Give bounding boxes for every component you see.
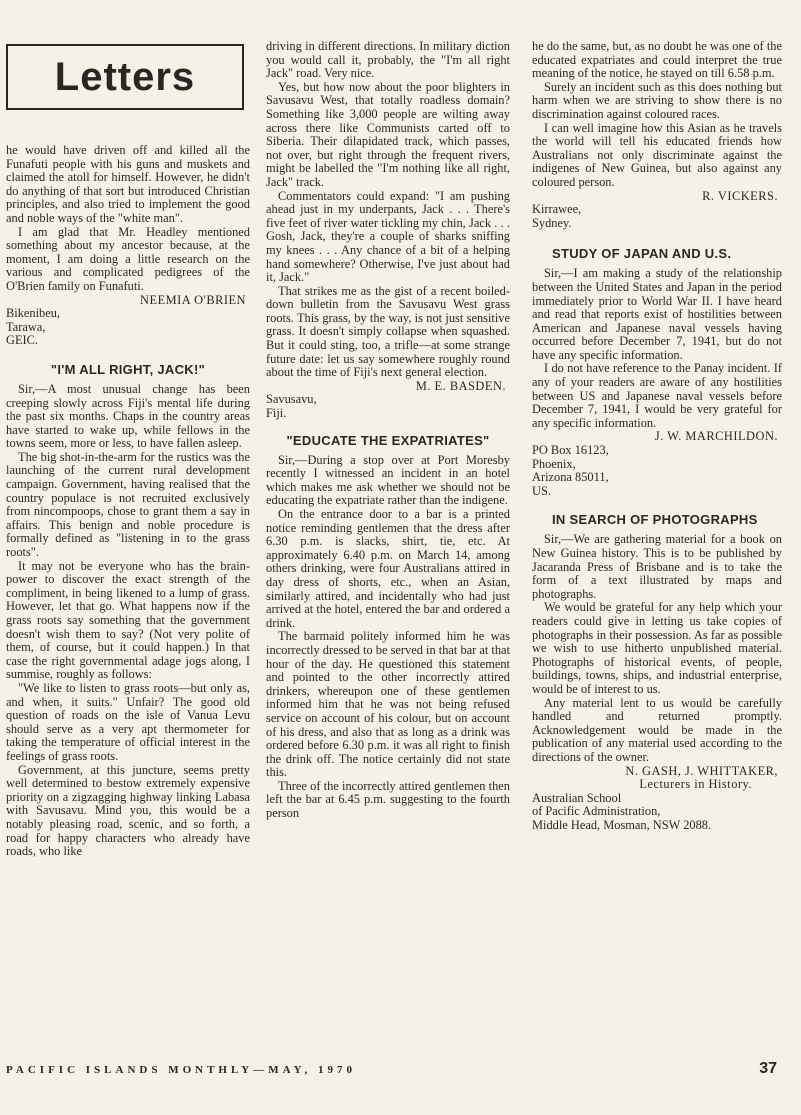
address-line: Arizona 85011, — [532, 470, 609, 485]
page-footer: PACIFIC ISLANDS MONTHLY—MAY, 1970 — [6, 1064, 356, 1076]
masthead-title: Letters — [54, 54, 196, 99]
letter-continuation: he would have driven off and killed all the Funafuti people with his guns and muskets and claimed the atoll for himself. However, he didn't do anything of that sort but introduced Christian principles, and also tried to implement the good and noble ways of the "white man". — [6, 143, 250, 225]
address-line: US. — [532, 483, 551, 498]
letter-address — [266, 393, 510, 420]
letter-paragraph: It may not be everyone who has the brain-power to discover the exact strength of the compliment, in being likened to a lump of grass. However, let that go. What happens now if the grass roots say something that the government doesn't wish them to say? (Not very polite of them, of course, but it could happen.) In that case the right governmental adage jogs along, I summise, roughly as follows: — [6, 558, 250, 682]
letter-address — [532, 444, 782, 498]
page-number: 37 — [759, 1060, 777, 1077]
letter-paragraph: I am glad that Mr. Headley mentioned something about my ancestor because, at the moment, I am doing a little research on the various and complicated pedigrees of the O'Brien family on Funafuti. — [6, 224, 250, 293]
address-line: GEIC. — [6, 333, 39, 348]
letter-signature: NEEMIA O'BRIEN — [140, 292, 246, 307]
letter-paragraph: That strikes me as the gist of a recent boiled-down bulletin from the Savusavu West grass roots. This grass, by the way, is not just sensitive grass. It doesn't simply collapse when squashed. But it could sting, too, a trifle—at some strange future date: let us say somewhere roughly round about the time of Fiji's next general election. — [266, 283, 510, 380]
address-line: Savusavu, — [266, 392, 317, 407]
letter-continuation: driving in different directions. In military diction you would call it, probably, the "I'm all right Jack" road. Very nice. — [266, 39, 510, 81]
letter-paragraph: I can well imagine how this Asian as he travels the world will tell his educated friends how Australians not only discriminate against the indigenes of New Guinea, but also against any coloured person. — [532, 120, 782, 189]
address-line: PO Box 16123, — [532, 443, 609, 458]
letter-paragraph: Sir,—During a stop over at Port Moresby recently I witnessed an incident in an hotel which makes me ask whether we should not be educating the expatriate rather than the indigene. — [266, 452, 510, 508]
letter-paragraph: Sir,—We are gathering material for a book on New Guinea history. This is to be published by Jacaranda Press of Brisbane and is to take the form of a text illustrated by maps and photographs. — [532, 532, 782, 601]
letter-signature: N. GASH, J. WHITTAKER, — [625, 763, 778, 778]
letter-paragraph: Sir,—A most unusual change has been creeping slowly across Fiji's mental life during the past six months. Chaps in the country areas have started to wake up, while fellows in the towns seem, more or less, to have fallen asleep. — [6, 381, 250, 451]
letter-address — [532, 203, 782, 230]
letter-paragraph: Government, at this juncture, seems pretty well determined to bestow extremely expensive priority on a zigzagging highway linking Labasa with Savusavu. Mind you, this would be a notably pleasing road, scenic, and so forth, a road for happy characters who already have roads, who like — [6, 762, 250, 859]
letter-heading-photos: IN SEARCH OF PHOTOGRAPHS — [552, 512, 758, 528]
letter-address — [6, 307, 250, 348]
letter-signature: R. VICKERS. — [702, 188, 778, 203]
letter-heading-expat: "EDUCATE THE EXPATRIATES" — [286, 432, 490, 448]
letter-paragraph: The barmaid politely informed him he was incorrectly dressed to be served in that bar at that hour of the day. He questioned this statement and pointed to the other incorrectly attired drinkers, whereupon one of these gentlemen informed him that he was not being refused service on account of his colour, but on account of his dress, and also that as long as a drink was ordered before 6.30 p.m. it was all right to finish the drink off. The notice certainly did not state this. — [266, 629, 510, 780]
address-line: Sydney. — [532, 215, 572, 230]
address-line: Fiji. — [266, 406, 287, 421]
letter-paragraph: We would be grateful for any help which your readers could give in letting us take copies of photographs in their possession. As far as possible we wish to use hitherto unpublished material. Photographs of historical events, of people, buildings, towns, ships, and industrial enterprise, would be of interest to us. — [532, 600, 782, 696]
letter-signature-title: Lecturers in History. — [639, 777, 752, 792]
letter-paragraph: Three of the incorrectly attired gentlemen then left the bar at 6.45 p.m. suggesting to the fourth person — [266, 778, 510, 821]
letter-paragraph: Sir,—I am making a study of the relationship between the United States and Japan in the period immediately prior to World War II. I have heard and read that reports exist of hostilities between American and Japanese naval vessels having occurred before December 7, 1941, but do not have any specific information. — [532, 266, 782, 362]
address-line: of Pacific Administration, — [532, 804, 661, 819]
address-line: Bikenibeu, — [6, 306, 61, 321]
address-line: Tarawa, — [6, 319, 46, 334]
letter-address — [532, 792, 782, 833]
letter-signature: M. E. BASDEN. — [415, 378, 506, 393]
masthead-box — [6, 44, 244, 110]
letter-paragraph: Any material lent to us would be carefully handled and returned promptly. Acknowledgement would be made in the publication of any material used according to the directions of the owner. — [532, 695, 782, 764]
letter-heading-japan: STUDY OF JAPAN AND U.S. — [552, 246, 732, 262]
column-2 — [266, 40, 510, 821]
letter-continuation: he do the same, but, as no doubt he was one of the educated expatriates and could interpret the true meaning of the notice, he stayed on till 6.58 p.m. — [532, 39, 782, 81]
address-line: Middle Head, Mosman, NSW 2088. — [532, 817, 712, 832]
address-line: Australian School — [532, 790, 622, 805]
letter-paragraph: "We like to listen to grass roots—but only as, and when, it suits." Unfair? The good old question of roads on the isle of Vanua Levu should serve as a very apt thermometer for taking the temperature of official interest in the feelings of grass roots. — [6, 680, 250, 763]
letter-paragraph: I do not have reference to the Panay incident. If any of your readers are aware of any hostilities between US and Japanese naval vessels before December 7, 1941, I would be very grateful for any specific information. — [532, 361, 782, 430]
column-1 — [6, 40, 250, 859]
letter-paragraph: Yes, but how now about the poor blighters in Savusavu West, that totally roadless domain? Something like 3,000 people are wilting away across there like Communists carted off to Siberia. Their dilapidated track, which passes, not over, but right through the frequent rivers, might be labelled the "I'm nothing like all right, Jack" track. — [266, 79, 510, 189]
column-3 — [532, 40, 782, 832]
letter-paragraph: The big shot-in-the-arm for the rustics was the launching of the current rural development campaign. Government, having realised that the country populace is not recruited exclusively from nincompoops, chose to grant them a say in affairs. This benign and noble procedure is formally defined as "listening in to the grass roots". — [6, 449, 250, 560]
address-line: Kirrawee, — [532, 202, 582, 217]
address-line: Phoenix, — [532, 456, 576, 471]
letter-heading-jack: "I'M ALL RIGHT, JACK!" — [50, 361, 206, 377]
letter-paragraph: Surely an incident such as this does nothing but harm when we are striving to show there is no discrimination against coloured races. — [532, 79, 782, 121]
letter-signature: J. W. MARCHILDON. — [654, 429, 778, 444]
letter-paragraph: On the entrance door to a bar is a printed notice reminding gentlemen that the dress after 6.30 p.m. is slacks, shirt, tie, etc. At approximately 6.40 p.m. on March 14, among others drinking, were four Australians attired in day dress of shorts, etc., when an Asian, similarly attired, and incidentally who had just arrived at the hotel, entered the bar and ordered a drink. — [266, 507, 510, 630]
letter-paragraph: Commentators could expand: "I am pushing ahead just in my underpants, Jack . . . There's five feet of river water tickling my chin, Jack . . . Gosh, Jack, they're a couple of sharks sniffing my knees . . . Any chance of a bit of a helping hand somewhere? Otherwise, I've just about had it, Jack." — [266, 188, 510, 285]
